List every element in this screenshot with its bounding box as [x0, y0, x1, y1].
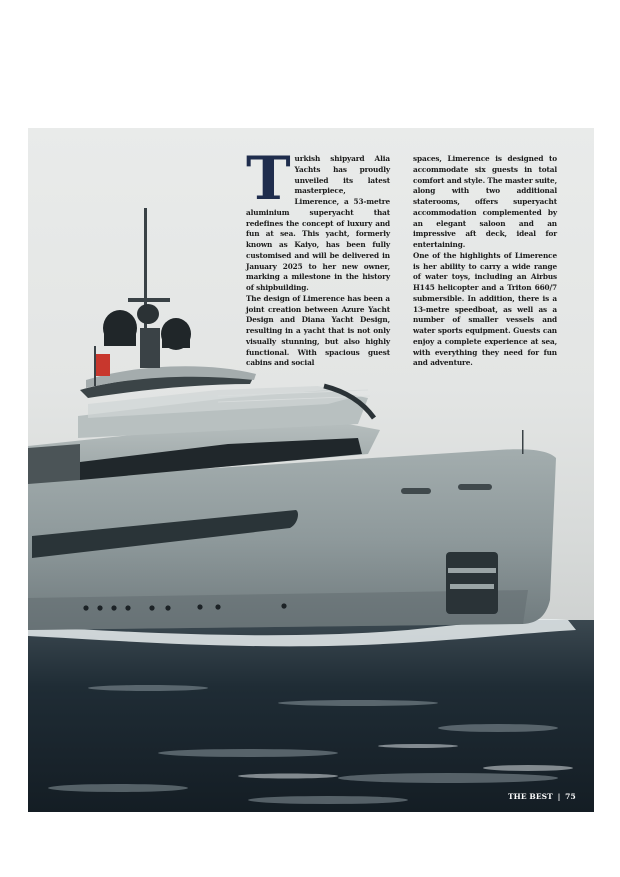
folio-separator: | — [557, 792, 561, 801]
article-paragraph-3: spaces, Limerence is designed to accommodate six guests in total comfort and style. The master suite, along with two additional staterooms, offers superyacht accommodation complemented by an elegant saloon and an impressive aft deck, ideal for entertaining. — [413, 154, 557, 249]
drop-cap: T — [246, 144, 291, 214]
article-column-right — [413, 154, 557, 369]
article-paragraph-2: The design of Limerence has been a joint creation between Azure Yacht Design and Diana Yacht Design, resulting in a yacht that is not only visually stunning, but also highly functional. With spacious guest cabins and social — [246, 293, 390, 368]
article-paragraph-4: One of the highlights of Limerence is her ability to carry a wide range of water toys, including an Airbus H145 helicopter and a Triton 660/7 submersible. In addition, there is a 13-metre speedboat, as well as a number of smaller vessels and water sports equipment. Guests can enjoy a complete experience at sea, with everything they need for fun and adventure. — [413, 250, 557, 368]
page-number: 75 — [565, 792, 576, 801]
page-folio — [508, 792, 576, 801]
magazine-name: THE BEST — [508, 792, 553, 801]
article-column-left — [246, 144, 390, 369]
article-paragraph-1: urkish shipyard Alia Yachts has proudly unveiled its latest masterpiece, Limerence, a 53-metre aluminium superyacht that redefines the concept of luxury and fun at sea. This yacht, formerly known as Kaiyo, has been fully customised and will be delivered in January 2025 to her new owner, marking a milestone in the history of shipbuilding. — [246, 154, 390, 292]
